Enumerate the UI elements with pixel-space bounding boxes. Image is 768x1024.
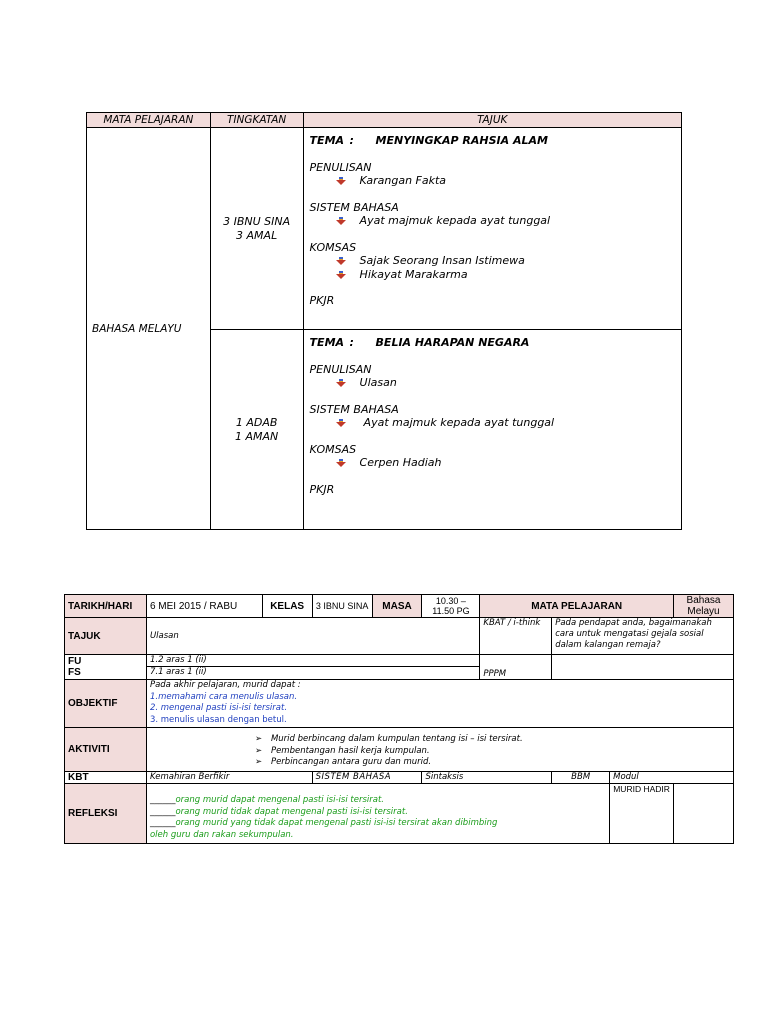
masa-label: MASA bbox=[372, 595, 422, 618]
fs-value: 7.1 aras 1 (ii) bbox=[149, 667, 207, 677]
tema-title: BELIA HARAPAN NEGARA bbox=[375, 336, 530, 349]
arrow-bullet-icon: ➢ bbox=[254, 734, 263, 744]
list-item: Hikayat Marakarma bbox=[310, 268, 681, 282]
header-tingkatan: TINGKATAN bbox=[210, 113, 303, 128]
row-aktiviti bbox=[65, 728, 734, 772]
tajuk-label: TAJUK bbox=[65, 618, 147, 655]
bbm-label: BBM bbox=[552, 772, 610, 784]
list-item: Ayat majmuk kepada ayat tunggal bbox=[310, 214, 681, 228]
refleksi-content bbox=[146, 784, 609, 844]
tema-label: TEMA bbox=[309, 134, 345, 147]
refleksi-label: REFLEKSI bbox=[65, 784, 147, 844]
tema-separator: : bbox=[349, 134, 354, 147]
bullet-arrow-icon bbox=[336, 177, 346, 185]
row-fu-fs bbox=[65, 655, 734, 680]
row-tajuk bbox=[65, 618, 734, 655]
aktiviti-item: ➢ Perbincangan antara guru dan murid. bbox=[254, 757, 432, 767]
refleksi-item: ______orang murid dapat mengenal pasti isi-isi tersirat. bbox=[149, 795, 384, 805]
kelas-value: 3 IBNU SINA bbox=[312, 595, 372, 618]
section-title: SISTEM BAHASA bbox=[309, 200, 399, 214]
topic-table bbox=[86, 112, 682, 530]
pppm-value bbox=[552, 655, 734, 680]
kbt-label: KBT bbox=[65, 772, 147, 784]
objektif-label: OBJEKTIF bbox=[65, 680, 147, 728]
fu-fs-label bbox=[65, 655, 147, 680]
kelas-label: KELAS bbox=[262, 595, 312, 618]
topic-cell-2 bbox=[303, 330, 681, 530]
bullet-arrow-icon bbox=[336, 459, 346, 467]
aktiviti-item: ➢ Murid berbincang dalam kumpulan tentang isi – isi tersirat. bbox=[254, 734, 523, 744]
aktiviti-content bbox=[146, 728, 733, 772]
list-item: Sajak Seorang Insan Istimewa bbox=[310, 254, 681, 268]
objektif-item: 3. menulis ulasan dengan betul. bbox=[149, 714, 287, 725]
list-item: Cerpen Hadiah bbox=[310, 456, 681, 470]
kbt-value: Kemahiran Berfikir bbox=[146, 772, 312, 784]
section-title: PENULISAN bbox=[309, 362, 372, 376]
lesson-plan-table bbox=[64, 594, 734, 844]
tarikh-label: TARIKH/HARI bbox=[65, 595, 147, 618]
header-tajuk: TAJUK bbox=[303, 113, 681, 128]
bbm-value: Modul bbox=[610, 772, 734, 784]
list-item: Karangan Fakta bbox=[310, 174, 681, 188]
tema-label: TEMA bbox=[309, 336, 345, 349]
row-tarikh bbox=[65, 595, 734, 618]
section-title: KOMSAS bbox=[309, 442, 357, 456]
bullet-arrow-icon bbox=[336, 379, 346, 387]
murid-hadir-label: MURID HADIR bbox=[610, 784, 674, 844]
tema-title: MENYINGKAP RAHSIA ALAM bbox=[375, 134, 548, 147]
murid-hadir-value bbox=[674, 784, 734, 844]
row-kbt bbox=[65, 772, 734, 784]
mata-pelajaran-label: MATA PELAJARAN bbox=[480, 595, 674, 618]
fu-value: 1.2 aras 1 (ii) bbox=[147, 655, 479, 667]
aktiviti-item: ➢ Pembentangan hasil kerja kumpulan. bbox=[254, 745, 430, 756]
level-cell-2 bbox=[210, 330, 303, 530]
list-item: Ulasan bbox=[310, 376, 681, 390]
tajuk-value: Ulasan bbox=[146, 618, 479, 655]
fs-label: FS bbox=[68, 667, 81, 678]
objektif-intro: Pada akhir pelajaran, murid dapat : bbox=[149, 680, 301, 690]
section-title: PENULISAN bbox=[309, 160, 372, 174]
fu-label: FU bbox=[68, 656, 82, 667]
bullet-arrow-icon bbox=[336, 419, 346, 427]
topic-table-header bbox=[87, 113, 682, 128]
sistem-value: Sintaksis bbox=[422, 772, 552, 784]
tema-line bbox=[310, 134, 681, 148]
subject-cell: BAHASA MELAYU bbox=[87, 128, 211, 530]
header-mata-pelajaran: MATA PELAJARAN bbox=[87, 113, 211, 128]
objektif-content bbox=[146, 680, 733, 728]
sistem-label: SISTEM BAHASA bbox=[312, 772, 422, 784]
refleksi-item: ______orang murid tidak dapat mengenal pasti isi-isi tersirat. bbox=[149, 806, 408, 817]
tema-line bbox=[310, 336, 681, 350]
pppm-label: PPPM bbox=[480, 655, 552, 680]
masa-value: 10.30 – 11.50 PG bbox=[422, 595, 480, 618]
level-name: 1 ADAB bbox=[235, 415, 278, 429]
level-name: 3 AMAL bbox=[236, 228, 278, 242]
mata-pelajaran-value: Bahasa Melayu bbox=[674, 595, 734, 618]
tarikh-value: 6 MEI 2015 / RABU bbox=[146, 595, 262, 618]
arrow-bullet-icon: ➢ bbox=[254, 757, 263, 767]
row-refleksi bbox=[65, 784, 734, 844]
level-name: 1 AMAN bbox=[234, 429, 279, 443]
section-footer: PKJR bbox=[309, 482, 335, 496]
refleksi-item: oleh guru dan rakan sekumpulan. bbox=[149, 829, 294, 840]
arrow-bullet-icon: ➢ bbox=[254, 745, 263, 756]
bullet-arrow-icon bbox=[336, 257, 346, 265]
kbat-label: KBAT / i-think bbox=[480, 618, 552, 655]
tema-separator: : bbox=[349, 336, 354, 349]
bullet-arrow-icon bbox=[336, 271, 346, 279]
section-title: KOMSAS bbox=[309, 240, 357, 254]
bullet-arrow-icon bbox=[336, 217, 346, 225]
topic-cell-1 bbox=[303, 128, 681, 330]
level-cell-1 bbox=[210, 128, 303, 330]
row-objektif bbox=[65, 680, 734, 728]
kbat-text: Pada pendapat anda, bagaimanakah cara untuk mengatasi gejala sosial dalam kalangan remaja? bbox=[552, 618, 734, 655]
section-title: SISTEM BAHASA bbox=[309, 402, 399, 416]
list-item: Ayat majmuk kepada ayat tunggal bbox=[310, 416, 681, 430]
aktiviti-label: AKTIVITI bbox=[65, 728, 147, 772]
section-footer: PKJR bbox=[309, 294, 335, 307]
fu-fs-value bbox=[146, 655, 479, 680]
level-name: 3 IBNU SINA bbox=[223, 214, 291, 228]
objektif-item: 1.memahami cara menulis ulasan. bbox=[149, 691, 298, 702]
refleksi-item: ______orang murid yang tidak dapat mengenal pasti isi-isi tersirat akan dibimbing bbox=[149, 818, 498, 828]
objektif-item: 2. mengenal pasti isi-isi tersirat. bbox=[149, 703, 288, 713]
topic-row-1 bbox=[87, 128, 682, 330]
